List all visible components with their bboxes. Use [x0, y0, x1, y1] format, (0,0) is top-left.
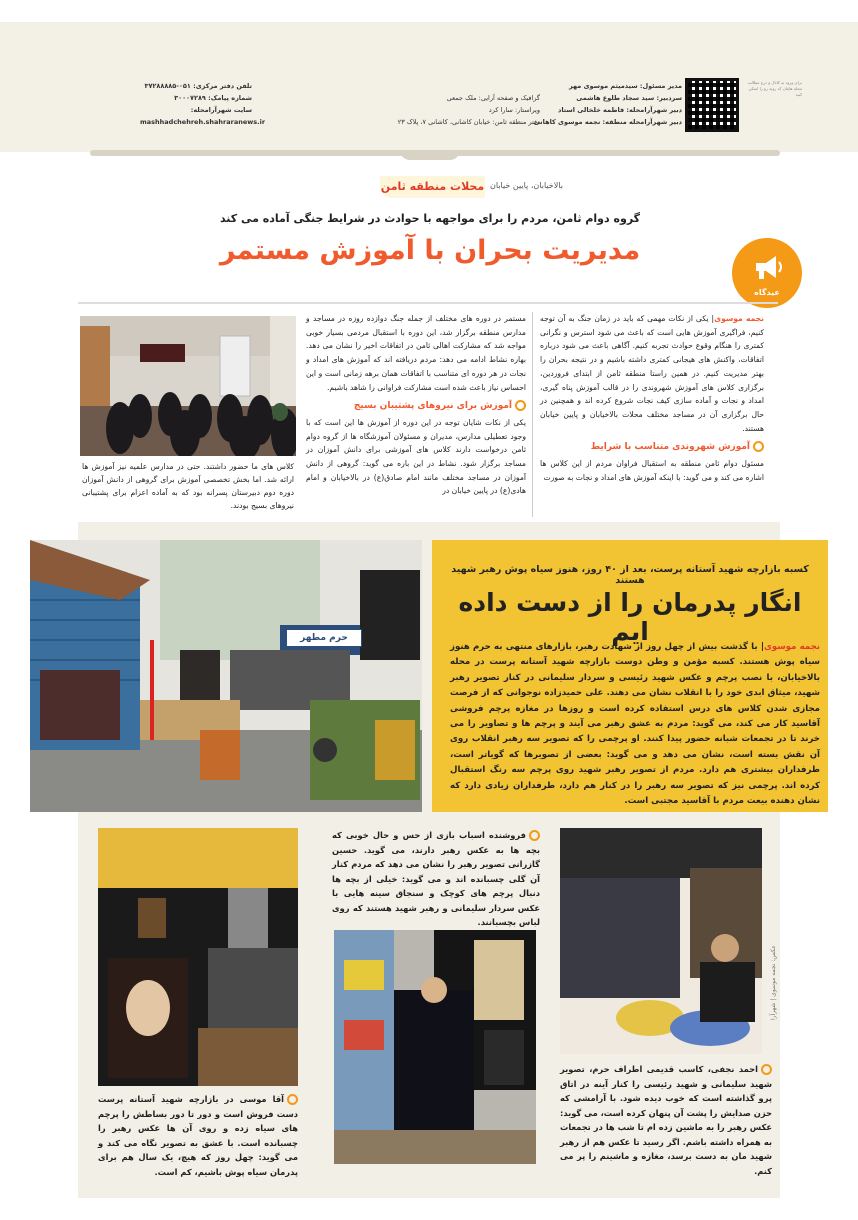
feature-kicker: کسبه بازارچه شهید آستانه پرست، بعد از ۴۰ روز، هنوز سیاه پوش رهبر شهید هستند: [451, 564, 809, 586]
website-link[interactable]: mashhadchehreh.shahraranews.ir: [140, 118, 266, 126]
article-top-rule: [78, 302, 778, 304]
qr-caption: برای ورود به کانال و درج مطالب محله هایتان کد روبه رو را اسکن کنید: [747, 80, 802, 97]
photo-caption-left: آقا موسی در بازارچه شهید آستانه پرست دست فروش است و دور تا دور بساطش را پرچم های سیاه زده و روی آن ها عکس رهبر را چسبانده است. با عشق به تصویر نگاه می کند و می گوید: چهل روز که هیچ، یک سال هم برای پدرمان سیاه پوش باشیم، کم است.: [98, 1092, 298, 1179]
bazaar-street-photo: [30, 540, 422, 812]
contact-info: [140, 80, 266, 128]
paragraph: یکی از نکات شایان توجه در این دوره از آموزش ها این است که با وجود تعطیلی مدارس، مدیران و مسئولان آموزشگاه ها از گروه دوام ثامن درخواست دارند کلاس های آموزشی برای دانش آموزان در مساجد برگزار شود. نشاط در این باره می گوید: گروهی از دانش آموزان در مساجد مختلف مانند امام صادق(ع) در بالاخیابان و امام هادی(ع) در پایین خیابان در: [306, 417, 526, 496]
article-headline: مدیریت بحران با آموزش مستمر: [219, 235, 641, 266]
article-column-1: [540, 312, 764, 484]
paragraph: مستمر در دوره های مختلف از جمله جنگ دوازده روزه در مساجد و مدارس منطقه برگزار شد، این دوره با استقبال مردمی بسیار خوبی مواجه شد که مشارکت اهالی ثامن در اتفاقات اخیر را نشان می دهد. بهاره نشاط ادامه می دهد: مردم دریافته اند که آموزش های امداد و نجات در هر دوره ای متناسب با اتفاقات همان برهه زمانی است و این احساس نیاز باعث شده است مشارکت فراوانی را شاهد باشیم.: [306, 314, 526, 392]
staff-line: دبیر شهرآرامحله: فاطمه خلخالی استاد: [557, 106, 682, 114]
contact-line: تلفن دفتر مرکزی: ۰۵۱-۳۷۲۸۸۸۸۵: [144, 82, 252, 90]
article-kicker: گروه دوام ثامن، مردم را برای مواجهه با حوادث در شرایط جنگی آماده می کند: [219, 212, 641, 225]
paragraph: مسئول دوام ثامن منطقه به استقبال فراوان مردم از این کلاس ها اشاره می کند و می گوید: با اینکه آموزش های امداد و نجات به صورت: [540, 459, 764, 482]
masthead-tab: [400, 150, 460, 160]
section-badge: محلات منطقه ثامن: [380, 176, 485, 198]
megaphone-icon: [750, 252, 784, 282]
photo-caption-right: احمد نجفی، کاسب قدیمی اطراف حرم، تصویر شهید سلیمانی و شهید رئیسی را کنار آینه در اتاق پرو گذاشته است که خوب دیده شود. با آرامشی که حزن صدایش را پشت آن پنهان کرده است، می گوید: عکس رهبر را به ماشین زده ام تا شب ها در تجمعات به همراه داشته باشم. اگر رسید تا عکس هم از رهبر شهید مان به دست برسد، مغازه و ماشینم را پر می کنم.: [560, 1062, 772, 1178]
byline: نجمه موسوی: [714, 314, 764, 323]
staff-line: سردبیر: سید سجاد طلوع هاشمی: [576, 94, 682, 102]
credit-line: گرافیک و صفحه آرایی: ملک جمعی: [446, 94, 540, 102]
category-label: عیدگاه: [754, 288, 780, 297]
feature-title: انگار پدرمان را از دست داده ایم: [458, 588, 802, 646]
contact-line: شماره پیامک: ۳۰۰۰۷۲۸۹: [174, 94, 252, 102]
staff-line: دبیر شهرآرامحله منطقه: نجمه موسوی کاهانی: [533, 118, 682, 126]
subheading: آموزش شهروندی متناسب با شرایط: [540, 441, 764, 455]
credit-line: دفتر منطقه ثامن: خیابان کاشانی، کاشانی ۷، پلاک ۲۳: [397, 118, 540, 126]
photo-caption-middle: فروشنده اسباب بازی از حس و حال خوبی که بچه ها به عکس رهبر دارند، می گوید. حسین گازرانی تصویر رهبر را نشان می دهد که مردم کنار آن گلی چسبانده اند و می گوید: خیلی از بچه ها دنبال پرچم های کوچک و سنجاق سینه هایی با عکس سردار سلیمانی و رهبر شهید هستند که روی لباس بچسبانند.: [332, 828, 540, 930]
column-divider: [532, 312, 533, 517]
paragraph: | یکی از نکات مهمی که باید در زمان جنگ به آن توجه کنیم، فراگیری آموزش هایی است که باعث می شود استرس و نگرانی کمتری را هنگام وقوع حوادث تجربه کنیم. آگاهی باعث می شود درباره اتفاقات، واکنش های هیجانی کمتری داشته باشیم و در نتیجه بحران را بهتر مدیریت کنیم. در همین راستا منطقه ثامن از ابتدای فروردین، برگزاری کلاس های آموزش شهروندی را در قالب آموزش پناه گیری، امداد و نجات و آماده سازی کیف نجات شروع کرده اند و همچنین در حال برگزاری آن در مساجد مختلف محلات بالاخیابان و پایین خیابان هستند.: [540, 314, 764, 433]
flag-stall-photo: [98, 828, 298, 1086]
photo-caption: کلاس های ما حضور داشتند. حتی در مدارس علمیه نیز آموزش ها ارائه شد. اما بخش تخصصی آموزش برای گروهی از دانش آموزان دوره دوم دبیرستان پسرانه بود که به آماده اعزام برای پشتیبانی نیروهای بسیج بودند.: [82, 462, 294, 510]
photo-credit: عکس: نجمه موسوی | شهرآرا: [770, 945, 777, 1020]
category-badge: [732, 238, 802, 308]
article-column-2: [306, 312, 526, 498]
byline: نجمه موسوی: [763, 642, 820, 652]
section-breadcrumb: بالاخیابان، پایین خیابان: [490, 181, 563, 190]
production-credits: [330, 92, 540, 128]
staff-credits: [533, 80, 682, 128]
clothing-shop-photo: [560, 828, 762, 1054]
subheading: آموزش برای نیروهای پشتیبان بسیج: [306, 400, 526, 414]
shrine-sign: حرم مطهر: [286, 629, 362, 647]
qr-code-icon[interactable]: [685, 78, 739, 132]
feature-body: [450, 640, 820, 809]
paragraph: | با گذشت بیش از چهل روز از شهادت رهبر، بازارهای منتهی به حرم هنوز سیاه پوش هستند. کسبه مؤمن و وطن دوست بازارچه شهید آستانه پرست در محله بالاخیابان، با نصب پرچم و عکس شهید رئیسی و سردار سلیمانی در کنار تصویر رهبر شهید، میثاق ابدی خود را با انقلاب نشان می دهند. علی حمیدزاده نوجوانی که از فرصت مجازی شدن کلاس های درس استفاده کرده است و روزها در مغازه پرچم فروشی آقاسید کار می کند، می گوید: مردم به عشق رهبر می آیند و پرچم ها و تصاویر را می خرند تا در تجمعات شبانه حضور پیدا کنند. او پرچمی را که تصویر سه رهبر انقلاب روی آن نقش بسته است، نشان می دهد و می گوید: بعضی از تصویرها که گویاتر است، طرفداران بیشتری هم دارد. مردم از تصویر رهبر شهید روی پرچم سه رنگ استقبال کرده اند. پرچمی نیز که تصویر سه رهبر را در کنار هم دارد، طرفداران زیادی دارد که نشان دهنده بیعت مردم با آقاسید مجتبی است.: [450, 642, 820, 807]
contact-line: سایت شهرآرامحله:: [190, 106, 252, 114]
toy-shop-photo: [334, 930, 536, 1164]
credit-line: ویراستار: سارا کرد: [488, 106, 540, 114]
staff-line: مدیر مسئول: سیدمیثم موسوی مهر: [568, 82, 682, 90]
mosque-class-photo: [80, 316, 296, 456]
